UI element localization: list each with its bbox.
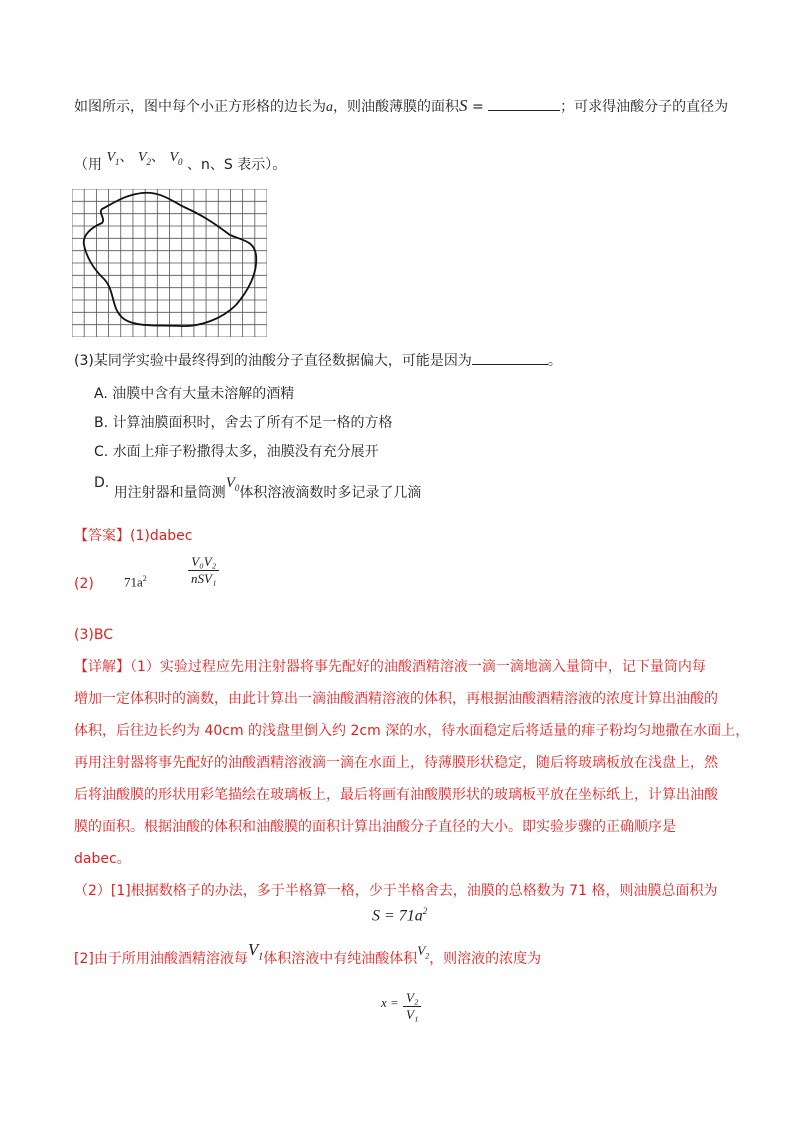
answer-blank-area[interactable]	[488, 110, 560, 111]
detail-line: 后将油酸膜的形状用彩笔描绘在玻璃板上，最后将画有油酸膜形状的玻璃板平放在坐标纸上，计算出油酸	[74, 787, 718, 803]
option-d-label: D.	[94, 475, 110, 491]
fraction-numerator: V₂	[403, 990, 421, 1007]
symbol-v0: $V_0$	[169, 150, 183, 167]
equation-area-exponent: 2	[422, 906, 428, 916]
option-a[interactable]	[94, 383, 294, 403]
answer-line-3	[74, 627, 113, 643]
option-a-label: A.	[94, 386, 108, 402]
answer-blank-q3[interactable]	[472, 364, 548, 365]
symbol-v0: $V_0$	[225, 475, 240, 493]
question-text-1: 如图所示，图中每个小正方形格的边长为	[74, 99, 326, 115]
detail-p3-text-2: 体积溶液中有纯油酸体积	[263, 951, 418, 967]
detail-line: 体积，后往边长约为 40cm 的浅盘里倒入约 2cm 深的水，待水面稳定后将适量的痱子粉均匀地撒在水面上，	[74, 723, 750, 739]
detail-tag: 【详解】	[74, 659, 130, 675]
option-c-label: C.	[94, 444, 109, 460]
option-d-text-1: 用注射器和量筒测	[113, 485, 226, 501]
equation-concentration-lhs: x =	[381, 995, 399, 1010]
option-c[interactable]	[94, 441, 379, 461]
detail-line: 增加一定体积时的滴数，由此计算出一滴油酸酒精溶液的体积，再根据油酸酒精溶液的浓度计算出油酸的	[74, 691, 718, 707]
answer-1: (1)dabec	[130, 528, 193, 544]
fraction-denominator: nSV₁	[191, 571, 217, 586]
question-3-text: (3)某同学实验中最终得到的油酸分子直径数据偏大，可能是因为	[74, 353, 472, 369]
answer-3: (3)BC	[74, 627, 113, 643]
question-3-period: 。	[547, 353, 562, 369]
equation-area-text: S = 71a	[372, 907, 423, 925]
equals-sign: =	[467, 99, 484, 115]
symbol-v2: $V_2$	[417, 943, 430, 961]
answer-tag: 【答案】	[74, 528, 130, 544]
detail-line: （1）实验过程应先用注射器将事先配好的油酸酒精溶液一滴一滴地滴入量筒中，记下量筒内每	[130, 659, 706, 675]
detail-paragraph-2	[74, 880, 717, 900]
equation-concentration	[381, 990, 421, 1023]
paren-open: （用	[74, 157, 102, 173]
detail-line: 再用注射器将事先配好的油酸酒精溶液滴一滴在水面上，待薄膜形状稳定，随后将玻璃板放在浅盘上，然	[74, 755, 718, 771]
option-b-text: 计算油膜面积时，舍去了所有不足一格的方格	[112, 415, 393, 431]
option-a-text: 油膜中含有大量未溶解的酒精	[112, 386, 295, 402]
area-symbol: S	[459, 96, 468, 115]
answer-line-1	[74, 525, 193, 545]
question-text-4: 、n、S 表示）。	[187, 157, 287, 173]
equation-area	[372, 906, 427, 925]
separator: 、	[119, 149, 134, 165]
detail-p3-text-1: [2]由于所用油酸酒精溶液每	[74, 951, 248, 967]
detail-p3-text-3: ，则溶液的浓度为	[429, 951, 542, 967]
option-d[interactable]	[94, 472, 422, 501]
question-3	[74, 350, 562, 370]
separator: 、	[151, 149, 166, 165]
detail-paragraph-1	[74, 651, 750, 875]
detail-paragraph-3	[74, 940, 542, 967]
option-b-label: B.	[94, 415, 109, 431]
option-d-text-2: 体积溶液滴数时多记录了几滴	[239, 485, 422, 501]
equation-concentration-fraction	[403, 990, 421, 1023]
option-c-text: 水面上痱子粉撒得太多，油膜没有充分展开	[112, 444, 379, 460]
detail-line: 膜的面积。根据油酸的体积和油酸膜的面积计算出油酸分子直径的大小。即实验步骤的正确顺序是	[74, 819, 676, 835]
detail-p2-text: （2）[1]根据数格子的办法，多于半格算一格，少于半格舍去，油膜的总格数为 71 格，则油膜总面积为	[74, 883, 718, 899]
side-length-symbol: a	[326, 100, 333, 115]
question-line-2	[74, 146, 287, 173]
fraction-denominator: V₁	[405, 1007, 419, 1022]
question-line-1	[74, 96, 728, 116]
question-text-2: ，则油酸薄膜的面积	[333, 99, 459, 115]
oil-film-grid-figure	[72, 189, 267, 337]
symbol-v1: $V_1$	[106, 150, 120, 167]
answer-2-area: $71a^2$	[124, 574, 147, 590]
answer-2-diameter-fraction	[188, 554, 219, 587]
fraction-numerator: V₀V₂	[188, 554, 219, 571]
question-text-3: ；可求得油酸分子的直径为	[560, 99, 729, 115]
option-b[interactable]	[94, 412, 393, 432]
detail-line: dabec。	[74, 851, 131, 867]
symbol-v1: $V_1$	[247, 940, 264, 963]
answer-2-label: (2)	[74, 576, 94, 592]
symbol-v2: $V_2$	[137, 150, 152, 167]
